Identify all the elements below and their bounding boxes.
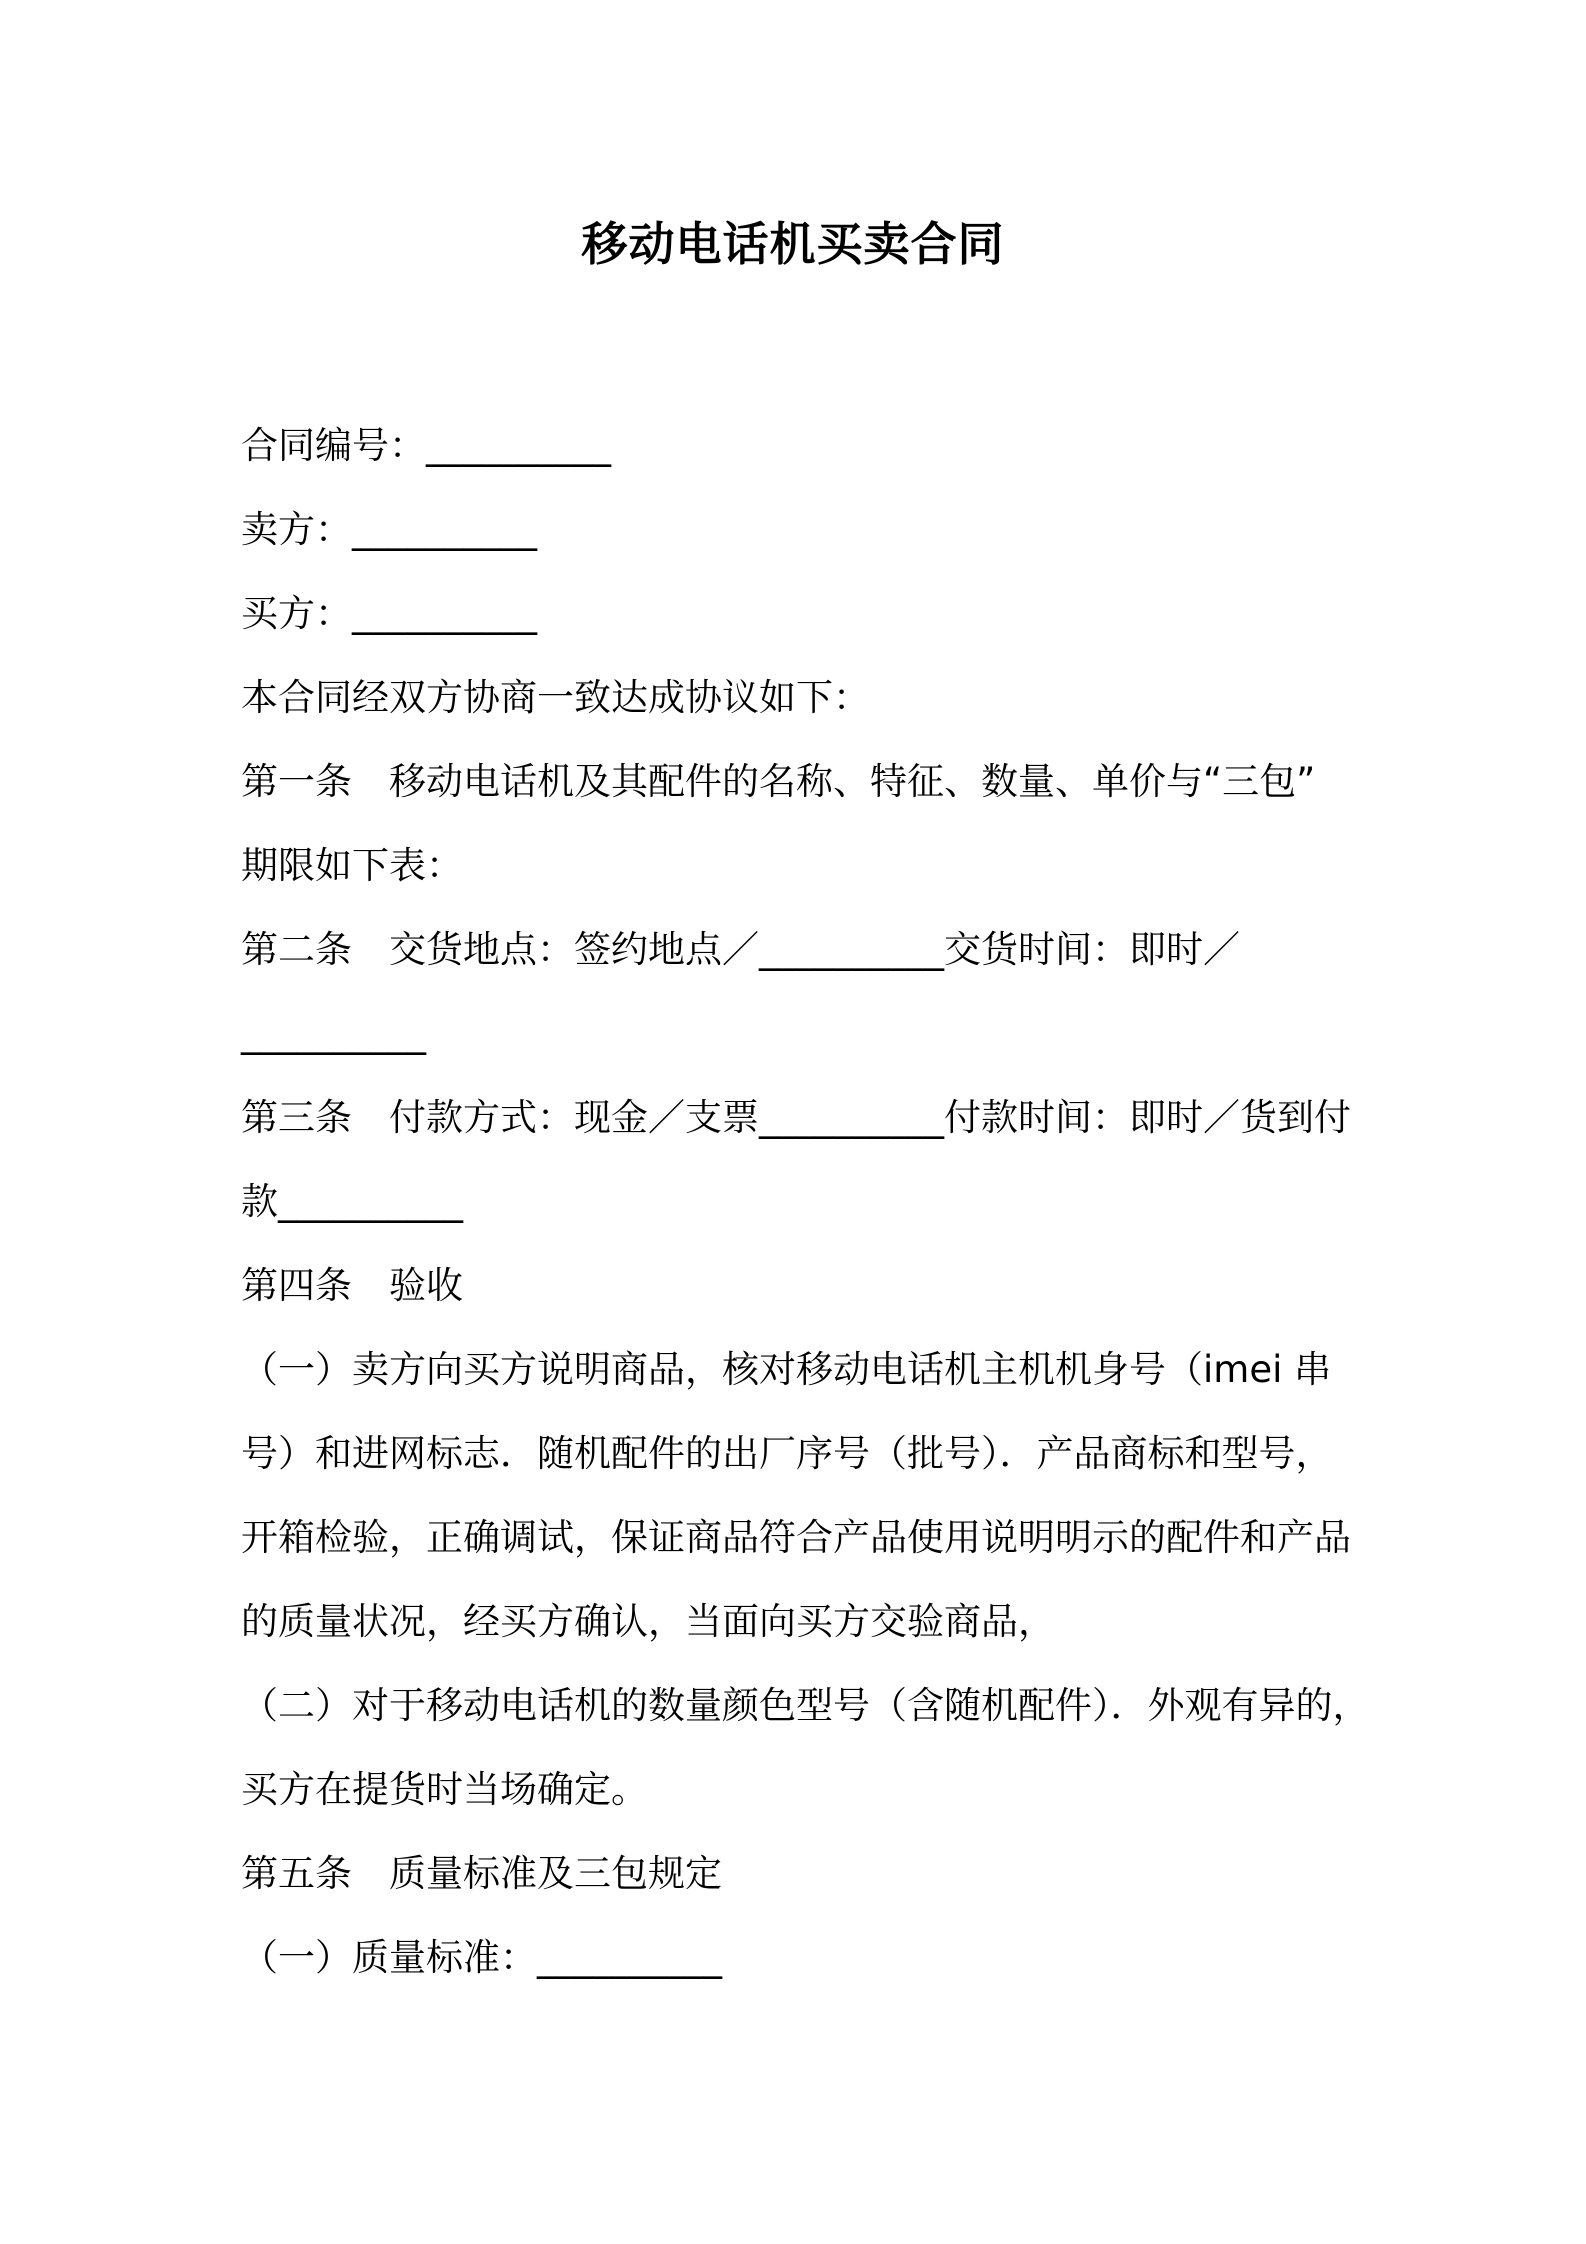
article-4-item-2-line-2: 买方在提货时当场确定。 [241,1768,648,1811]
document-title: 移动电话机买卖合同 [581,217,1005,271]
article-2-line-1: 第二条 交货地点：签约地点／__________交货时间：即时／ [241,928,1240,971]
agreement-intro: 本合同经双方协商一致达成协议如下： [241,676,870,719]
article-4-item-1-line-1: （一）卖方向买方说明商品，核对移动电话机主机机身号（imei 串 [241,1348,1332,1391]
document-body [241,404,1370,2000]
article-4-item-1-line-4: 的质量状况，经买方确认，当面向买方交验商品， [241,1600,1055,1643]
article-2-line-2: __________ [241,1012,426,1055]
article-4-item-1-line-2: 号）和进网标志．随机配件的出厂序号（批号）．产品商标和型号， [241,1432,1333,1475]
contract-number-line: 合同编号：__________ [241,424,611,467]
article-3-line-1: 第三条 付款方式：现金／支票__________付款时间：即时／货到付 [241,1096,1351,1139]
article-5-heading: 第五条 质量标准及三包规定 [241,1852,722,1895]
article-3-line-2: 款__________ [241,1180,463,1223]
article-5-item-1: （一）质量标准：__________ [241,1936,722,1979]
seller-line: 卖方：__________ [241,508,537,551]
article-1-line-1: 第一条 移动电话机及其配件的名称、特征、数量、单价与“三包” [241,760,1316,803]
article-4-item-2-line-1: （二）对于移动电话机的数量颜色型号（含随机配件）．外观有异的， [241,1684,1370,1727]
article-1-line-2: 期限如下表： [241,844,463,887]
article-4-heading: 第四条 验收 [241,1264,463,1307]
buyer-line: 买方：__________ [241,592,537,635]
article-4-item-1-line-3: 开箱检验，正确调试，保证商品符合产品使用说明明示的配件和产品 [241,1516,1351,1559]
